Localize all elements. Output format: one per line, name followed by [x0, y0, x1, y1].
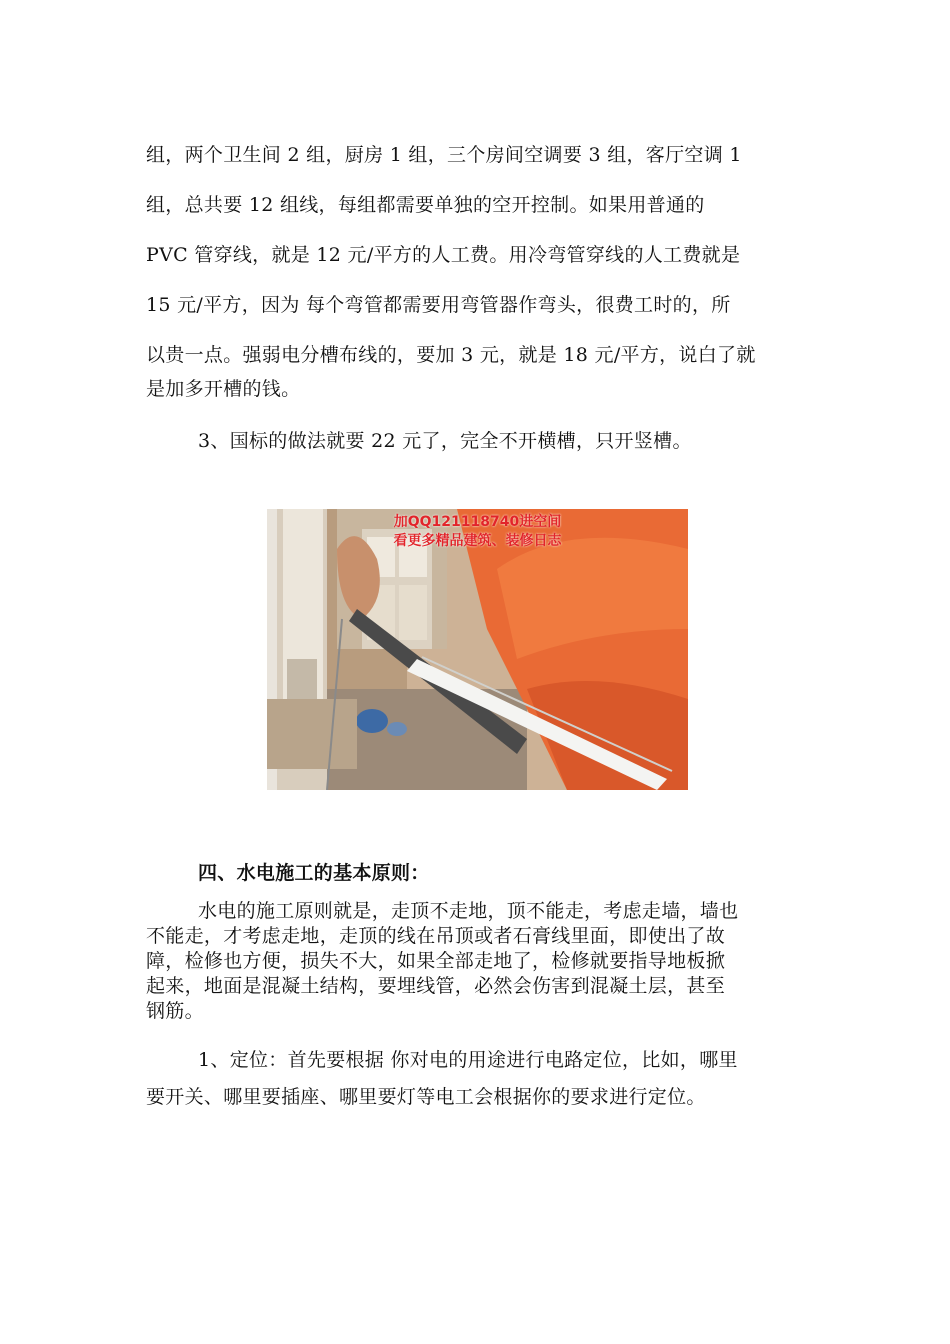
photo-watermark: 加QQ121118740进空间: [393, 514, 562, 530]
paragraph-line: 钢筋。: [146, 1000, 204, 1022]
paragraph-line: 15 元/平方，因为 每个弯管都需要用弯管器作弯头，很费工时的，所: [146, 294, 731, 316]
paragraph-line: 不能走，才考虑走地，走顶的线在吊顶或者石膏线里面，即使出了故: [146, 925, 726, 947]
paragraph-line: 是加多开槽的钱。: [146, 378, 301, 400]
paragraph-line: 组，两个卫生间 2 组，厨房 1 组，三个房间空调要 3 组，客厅空调 1: [146, 144, 742, 166]
item-1-line: 1、定位：首先要根据 你对电的用途进行电路定位，比如，哪里: [198, 1049, 738, 1071]
paragraph-line: PVC 管穿线，就是 12 元/平方的人工费。用冷弯管穿线的人工费就是: [146, 244, 741, 266]
item-1-line: 要开关、哪里要插座、哪里要灯等电工会根据你的要求进行定位。: [146, 1086, 706, 1108]
paragraph-line: 障，检修也方便，损失不大，如果全部走地了，检修就要指导地板掀: [146, 950, 726, 972]
item-3-text: 3、国标的做法就要 22 元了，完全不开横槽，只开竖槽。: [198, 430, 692, 452]
paragraph-line: 以贵一点。强弱电分槽布线的，要加 3 元，就是 18 元/平方，说白了就: [146, 344, 756, 366]
paragraph-line: 起来，地面是混凝土结构，要埋线管，必然会伤害到混凝土层，甚至: [146, 975, 726, 997]
construction-photo: [267, 509, 688, 790]
paragraph-line: 水电的施工原则就是，走顶不走地，顶不能走，考虑走墙，墙也: [198, 900, 739, 922]
photo-illustration: [267, 509, 688, 790]
paragraph-line: 组，总共要 12 组线，每组都需要单独的空开控制。如果用普通的: [146, 194, 705, 216]
photo-watermark: 看更多精品建筑、装修日志: [393, 533, 562, 549]
section-heading: 四、水电施工的基本原则：: [198, 862, 430, 884]
